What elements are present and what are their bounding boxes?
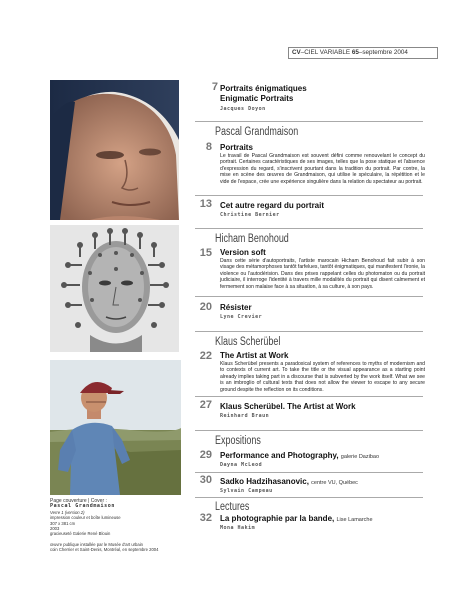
entry-author: Christine Bernier <box>220 212 280 218</box>
divider <box>195 228 423 229</box>
credits-note: œuvre publique installée par le Musée d'art urbain <box>50 541 143 547</box>
photo-man-in-cap-landscape-svg <box>50 360 181 495</box>
entry-author: Sylvain Campeau <box>220 488 273 494</box>
page-number-22: 22 <box>199 350 212 362</box>
entry-body: Le travail de Pascal Grandmaison est souvent défini comme renouvelant le concept du portrait. Certaines caractéristiques de ses images, telles que la pose statique et l'absence d'expression du regard, s'inscrivent pourtant dans la tradition du portrait. Par contre, la mise en scène des œuvres de Grandmaison, qui utilise le spéculaire, la répétition et le vide de l'espace, crée une expérience singulière dans la relation du spectateur au portrait. <box>220 153 425 185</box>
divider <box>195 331 423 332</box>
entry-title: Portraits <box>220 143 253 152</box>
masthead-date: –septembre 2004 <box>358 49 408 56</box>
divider <box>195 121 423 122</box>
entry-author: Dayna McLeod <box>220 462 263 468</box>
entry-body: Dans cette série d'autoportraits, l'artiste marocain Hicham Benohoud fait subir à son visage des métamorphoses tantôt farfelues, tantôt énigmatiques, qui manifestent l'ironie, la violence ou l'autodérision. Dans des prises rappelant celles du photomaton ou du portrait judiciaire, il interroge l'identité à travers mille modalités du portrait qui disent calmement et fermement son malaise face à sa situation, à sa culture, à son pays. <box>220 258 425 290</box>
photo-man-in-cap-landscape <box>50 360 181 495</box>
entry-author: Mona Hakim <box>220 525 256 531</box>
page-number-15: 15 <box>199 247 212 259</box>
divider <box>195 195 423 196</box>
page-number-29: 29 <box>199 449 212 461</box>
masthead-magazine: –CIEL VARIABLE <box>300 49 351 56</box>
photo-portrait-young-man-hood <box>50 80 179 220</box>
credits-courtesy: gracieuseté Galerie René Blouin <box>50 531 111 537</box>
entry-title: Cet autre regard du portrait <box>220 201 325 210</box>
credits-cover-label: Page couverture | Cover : <box>50 498 107 504</box>
section-heading-lectures: Lectures <box>215 501 250 513</box>
section-heading-expositions: Expositions <box>215 435 261 447</box>
divider <box>195 497 423 498</box>
section-heading-pascal-grandmaison: Pascal Grandmaison <box>215 126 299 138</box>
photo-self-portrait-game-pieces <box>50 225 179 352</box>
divider <box>195 430 423 431</box>
divider <box>195 296 423 297</box>
photo-portrait-young-man-hood-svg <box>50 80 179 220</box>
credits-work: Verre 1 (version 2) <box>50 509 85 515</box>
entry-title-text: Sadko Hadzihasanovic, <box>220 477 309 486</box>
credits-note: coin Cherrier et Saint-Denis, Montréal, en septembre 2004 <box>50 547 159 553</box>
page-number-8: 8 <box>205 141 212 153</box>
credits-medium: impression couleur et boîte lumineuse <box>50 515 121 521</box>
entry-title: Klaus Scherübel. The Artist at Work <box>220 402 356 411</box>
credits-dimensions: 307 x 381 cm <box>50 520 76 526</box>
section-heading-hicham-benohoud: Hicham Benohoud <box>215 233 289 245</box>
entry-title-text: Performance and Photography, <box>220 451 339 460</box>
photo-self-portrait-game-pieces-svg <box>50 225 179 352</box>
entry-author: Jacques Doyon <box>220 106 266 112</box>
entry-title <box>220 451 379 462</box>
page-number-27: 27 <box>199 399 212 411</box>
entry-title: The Artist at Work <box>220 351 289 360</box>
entry-title: Résister <box>220 303 252 312</box>
entry-venue: centre VU, Québec <box>311 480 358 486</box>
masthead <box>288 47 438 59</box>
divider <box>195 396 423 397</box>
entry-venue: Lise Lamarche <box>336 517 373 523</box>
cover-credits <box>50 499 200 553</box>
page-number-30: 30 <box>199 474 212 486</box>
divider <box>195 472 423 473</box>
entry-title-text: La photographie par la bande, <box>220 514 335 523</box>
entry-title <box>220 477 358 488</box>
entry-title: Portraits énigmatiques <box>220 84 307 93</box>
entry-title <box>220 514 373 525</box>
masthead-issue: 65 <box>351 49 359 56</box>
page-number-20: 20 <box>199 301 212 313</box>
entry-venue: galerie Dazibao <box>340 454 379 460</box>
section-heading-klaus-scherubel: Klaus Scherübel <box>215 336 281 348</box>
page-number-7: 7 <box>211 81 218 93</box>
entry-title: Version soft <box>220 248 266 257</box>
masthead-cv: CV <box>292 49 301 56</box>
page-number-32: 32 <box>199 512 212 524</box>
entry-body: Klaus Scherübel presents a paradoxical system of references to myths of modernism and to contexts of current art. To take the title or the visual appearance as a starting point already implies taking part in a discourse that is subverted by the work itself. What we see is an imbroglio of cultural texts that does not allow the viewer to escape to any secure ground despite the reflection on its conditions. <box>220 361 425 393</box>
page-number-13: 13 <box>199 198 212 210</box>
entry-author: Reinhard Braun <box>220 413 270 419</box>
credits-year: 2003 <box>50 526 60 532</box>
credits-artist: Pascal Grandmaison <box>50 503 115 510</box>
entry-subtitle: Enigmatic Portraits <box>220 94 294 103</box>
entry-author: Lyne Crevier <box>220 314 263 320</box>
